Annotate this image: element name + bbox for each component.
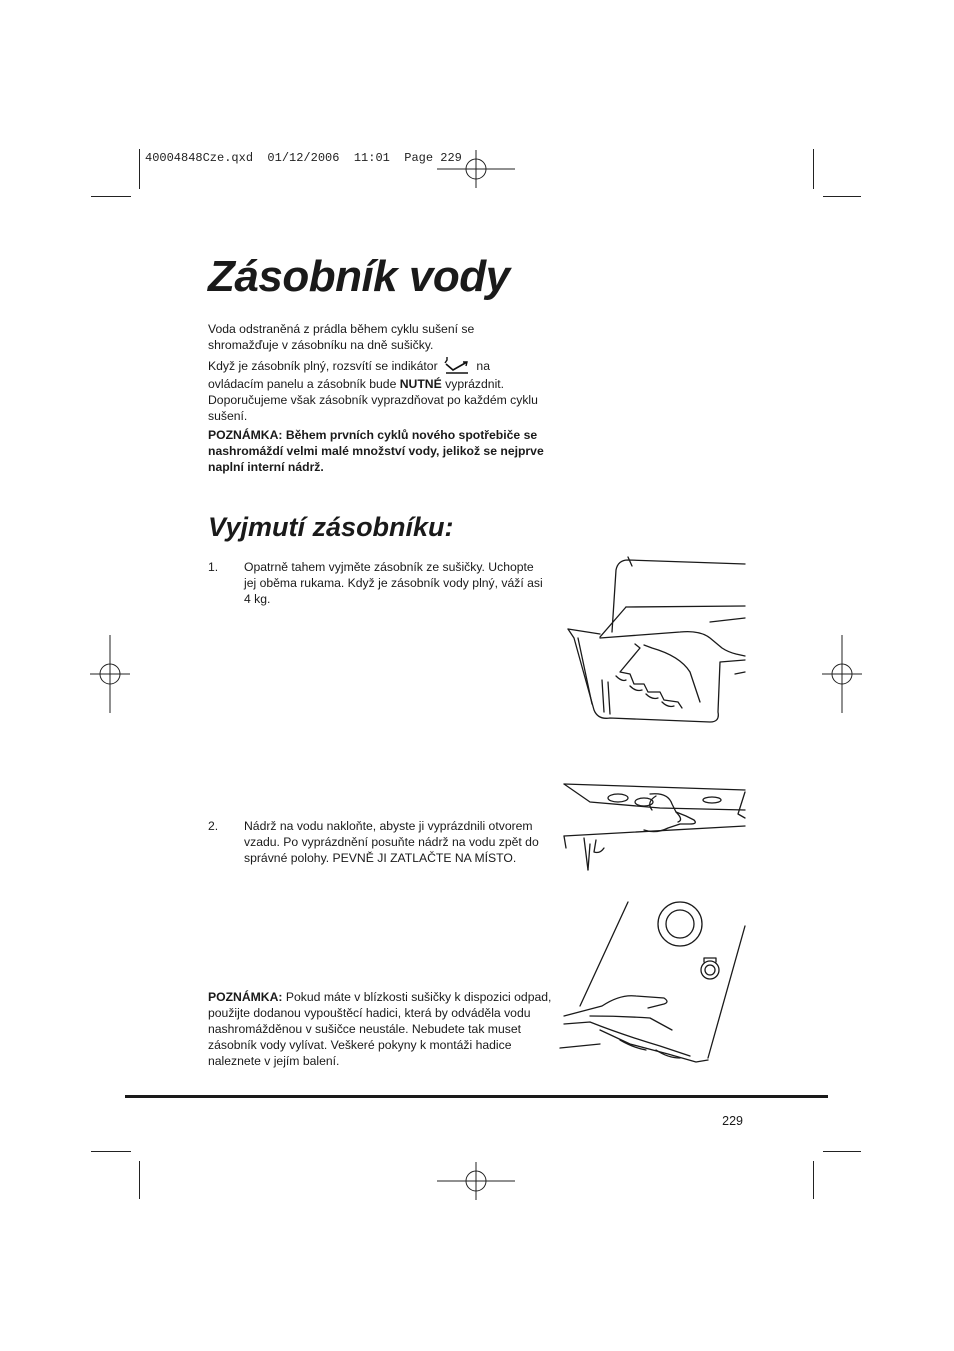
- hose-note-text: Pokud máte v blízkosti sušičky k dispozici odpad, použijte dodanou vypouštěcí hadici, která by odváděla vodu nashromážděnou v sušičce neustále. Nebudete tak muset zásobník vody vylívat. Veškeré pokyny k montáži hadice naleznete v jejím balení.: [208, 990, 552, 1068]
- illustration-remove-tank: [560, 552, 750, 732]
- indicator-paragraph: [208, 358, 538, 424]
- illustration-push-tank: [560, 778, 750, 878]
- registration-mark-right: [822, 635, 864, 715]
- indicator-text-bold: NUTNÉ: [399, 377, 442, 391]
- print-slug: 40004848Cze.qxd 01/12/2006 11:01 Page 229: [145, 151, 462, 165]
- step-text: Nádrž na vodu nakloňte, abyste ji vyprázdnili otvorem vzadu. Po vyprázdnění posuňte nádrž na vodu zpět do správné polohy. PEVNĚ JI ZATLAČTE NA MÍSTO.: [244, 819, 539, 865]
- hose-note: [208, 989, 553, 1069]
- step-number: 2.: [208, 819, 219, 833]
- hose-note-label: POZNÁMKA:: [208, 990, 283, 1004]
- registration-mark-bottom: [437, 1162, 517, 1202]
- registration-mark-top: [437, 150, 517, 190]
- indicator-text-mid: na ovládacím panelu a zásobník bude: [208, 359, 490, 391]
- indicator-text-after: vyprázdnit. Doporučujeme však zásobník vyprazdňovat po každém cyklu sušení.: [208, 377, 538, 423]
- intro-paragraph: Voda odstraněná z prádla během cyklu sušení se shromažďuje v zásobníku na dně sušičky.: [208, 322, 475, 352]
- section-heading: Vyjmutí zásobníku:: [208, 512, 454, 542]
- intro-note: POZNÁMKA: Během prvních cyklů nového spotřebiče se nashromáždí velmi malé množství vody, jelikož se nejprve naplní interní nádrž.: [208, 428, 544, 474]
- page-number: 229: [722, 1114, 743, 1128]
- footer-rule: [125, 1095, 828, 1098]
- page-title: Zásobník vody: [208, 252, 510, 301]
- illustration-empty-tank: [560, 898, 750, 1068]
- indicator-text-before: Když je zásobník plný, rozsvítí se indikátor: [208, 359, 438, 374]
- registration-mark-left: [90, 635, 132, 715]
- water-tank-indicator-icon: [443, 354, 471, 376]
- step-number: 1.: [208, 560, 219, 574]
- step-text: Opatrně tahem vyjměte zásobník ze sušičky. Uchopte jej oběma rukama. Když je zásobník vody plný, váží asi 4 kg.: [244, 560, 543, 606]
